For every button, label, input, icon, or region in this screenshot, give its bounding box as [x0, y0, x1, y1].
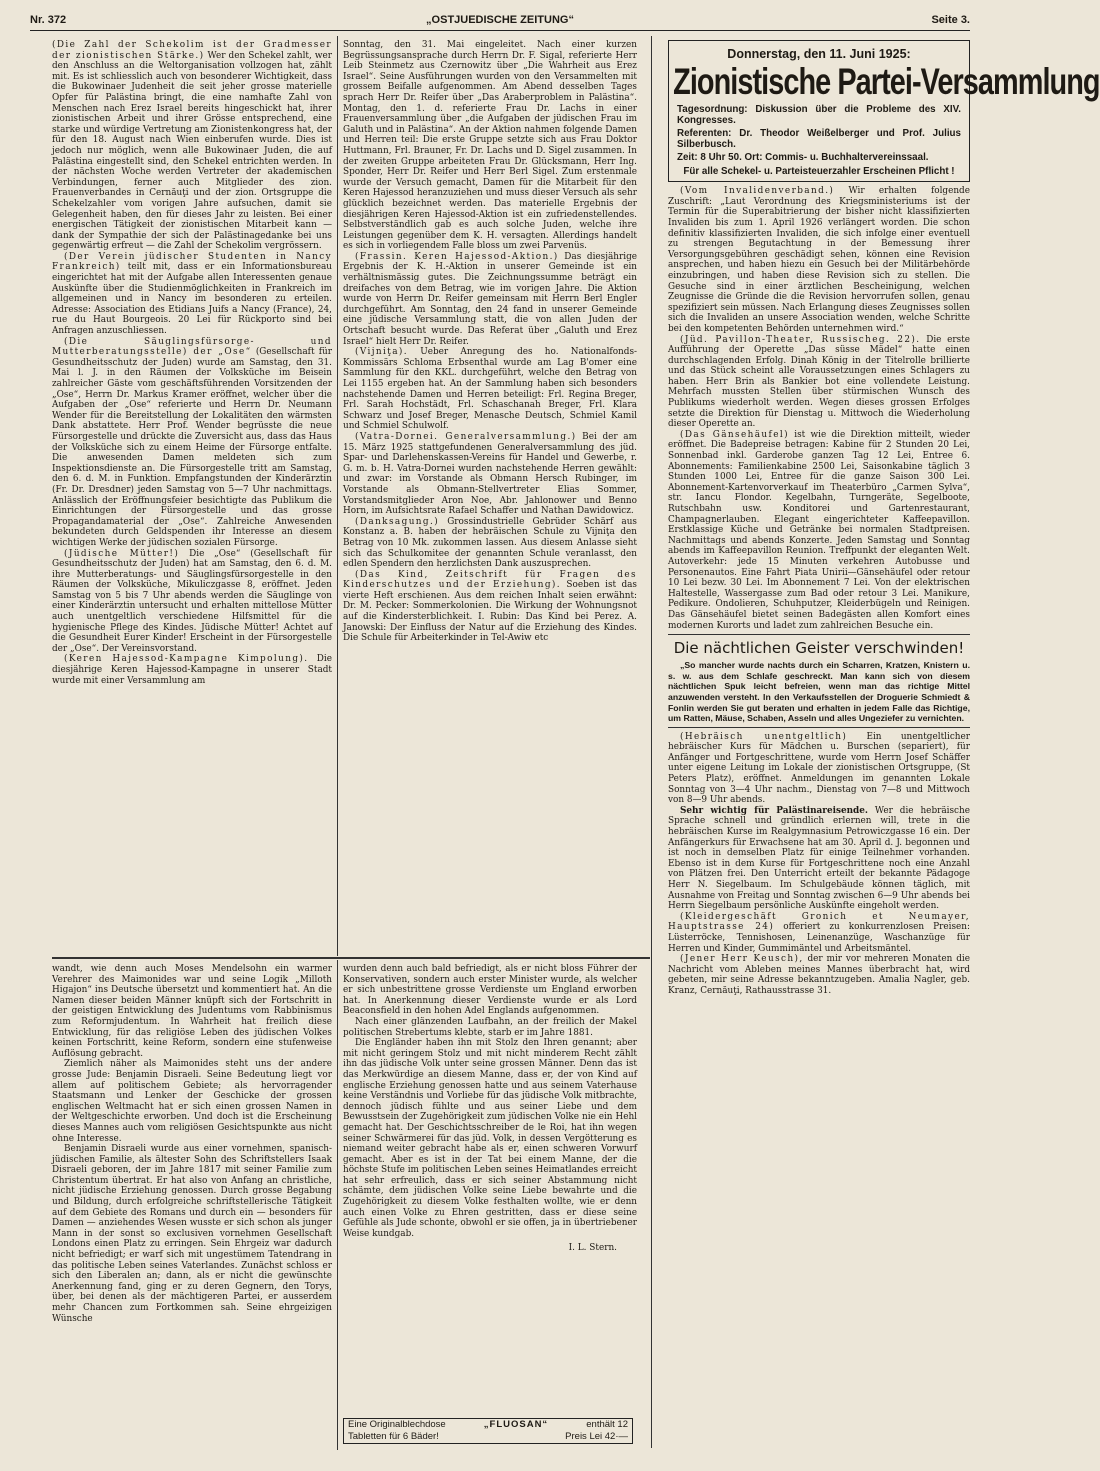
article-head: (Kleidergeschäft Gronich et Neumayer, Hauptstrasse 24)	[668, 911, 970, 933]
article-body: Ueber Anregung des ho. Nationalfonds-Kommissärs Schloma Erbsenthal wurde am Lag B'omer eine Sammlung für den KKL. durchgeführt, welche den Betrag von Lei 1155 ergeben hat. An der Sammlung haben sich besonders nachstehende Damen und Herren beteiligt: Frl. Regina Breger, Frl. Sarah Hochstädt, Frl. Schaschanah Breger, Frl. Klara Schwarz und Josef Breger, Menasche Deutsch, Schmiel Kamil und Schmiel Schulwolf.	[343, 347, 637, 432]
article-head: (Die Säuglingsfürsorge- und Mutterberatungsstelle) der „Ose“	[52, 336, 332, 358]
article-head: (Vatra-Dornei. Generalversammlung.)	[355, 431, 577, 442]
article-body: Wir erhalten folgende Zuschrift: „Laut Verordnung des Kriegsministeriums ist der Termin für die Superabitrierung der bisher nicht klassifizierten Invaliden bis zum 1. April 1926 verlängert worden. Die schon definitiv klassifizierten Invaliden, die sich infolge einer eventuell zu strengen Begutachtung in der Bemessung ihrer Versorgungsgebühren geschädigt sehen, können eine Revision ansprechen, und haben hiezu ein Gesuch bei der Militärbehörde einzubringen, und haben diese Revision sich zu stellen. Die Gesuche sind in einer ärztlichen Bescheinigung, welchen Zeugnisse die Gründe die die Revision hervorrufen sollen, genau spezifiziert sein müssen. Nach Erlangung dieses Zeugnisses sollen sich die Invaliden an unsere Association wenden, welche Schritte bei den kompetenten Behörden unternehmen wird.“	[668, 186, 970, 334]
feuilleton-paragraph: Die Engländer haben ihn mit Stolz den Ihren genannt; aber mit nicht geringem Stolz und mit nicht minderem Recht zählt ihn das jüdische Volk unter seine grossen Männer. Denn das ist das Merkwürdige an diesem Manne, dass er, der von Kind auf englische Erziehung genossen hatte und aus seinem Vaterhause keine Verständnis und Vorliebe für das jüdische Volk mitbrachte, dennoch jüdisch fühlte und aus seiner Liebe und dem Bewusstsein der Zugehörigkeit zum jüdischen Volke nie ein Hehl gemacht hat. Der Geschichtsschreiber de le Roi, hat ihn wegen seiner Schwärmerei für das jüd. Volk, in dessen Vergötterung es niemand weiter gebracht habe als er, einen schweren Vorwurf gemacht. Aber es ist in der Tat bei einem Manne, der die höchste Stufe im politischen Leben seines Heimatlandes erreicht hat sehr erfreulich, dass er sich seiner Abstammung nicht schämte, dem jüdischen Volke seine Liebe bewahrte und die Zugehörigkeit zu diesem Volke festhalten wollte, wie er denn auch einen Volke zu Ehren gestritten, dass er diese seine Gefühle als Jude schonte, obwohl er sie offen, ja in übertriebener Weise kundgab.	[343, 1038, 637, 1239]
article-gaensehaeufel	[668, 430, 970, 631]
article-body: Das diesjährige Ergebnis der K. H.-Aktion in unserer Gemeinde ist ein verhältnismässig gutes. Die Zeichnungssumme beträgt ein dreifaches von dem Betrag, wie im vorigen Jahre. Die Aktion wurde von Herrn Dr. Reifer gemeinsam mit Herrn Berl Engler durchgeführt. Am Sonntag, den 24 fand in unserer Gemeinde eine jüdische Versammlung statt, die von allen Juden der Ortschaft besucht wurde. Das Referat über „Galuth und Erez Israel“ hielt Herr Dr. Reifer.	[343, 251, 637, 347]
ad-title: Zionistische Partei-Versammlung	[673, 60, 1100, 102]
article-head: (Jener Herr Keusch),	[680, 954, 804, 965]
column-rule	[337, 960, 338, 1450]
ad-footer: Für alle Schekel- u. Parteisteuerzahler Erscheinen Pflicht !	[683, 165, 955, 177]
article-invalid-association	[668, 186, 970, 334]
article-palestine-travellers	[668, 806, 970, 912]
article-body: Ein unentgeltlicher hebräischer Kurs für Mädchen u. Burschen (separiert), für Anfänger und Fortgeschrittene, wurde vom Herrn Josef Schäffer unter eigene Leitung im Lokale der zionistischen Ortsgruppe, (St Peters Platz), eröffnet. Anmeldungen im genannten Lokale Sonntag von 3—4 Uhr nachm., Dienstag von 7—8 und Mittwoch von 8—9 Uhr abends.	[668, 731, 970, 806]
article-gronich-neumayer	[668, 912, 970, 954]
article-herr-keusch	[668, 954, 970, 996]
ad-date: Donnerstag, den 11. Juni 1925:	[727, 47, 911, 61]
article-head: (Hebräisch unentgeltlich)	[680, 731, 848, 742]
article-body: Die erste Aufführung der Operette „Das süsse Mädel“ hatte einen durchschlagenden Erfolg. Dinah König in der Titelrolle brillierte und das Stück scheint alle Voraussetzungen eines Schlagers zu haben. Herr Brin als Bankier bot eine vollendete Leistung. Mehrfach mussten Stellen über stürmischen Wunsch des Publikums wiederholt werden. Wegen dieses grossen Erfolges setzte die Direktion für Dienstag u. Mittwoch die Wiederholung dieser Operette an.	[668, 334, 970, 430]
article-head: (Danksagung.)	[355, 516, 440, 527]
article-jewish-mothers	[52, 549, 332, 655]
article-body: Soeben ist das vierte Heft erschienen. Aus dem reichen Inhalt seien erwähnt: Dr. M. Pecker: Sommerkolonien. Die Wirkung der Wohnungsnot auf die Kindersterblichkeit. I. Rubin: Das Kind bei Perez. A. Janowski: Der Einfluss der Natur auf die Erziehung des Kindes. Die Schule für Arbeiterkinder in Tel-Awiw etc	[343, 580, 637, 644]
article-danksagung	[343, 517, 637, 570]
article-head: (Das Kind, Zeitschrift für Fragen des Kinderschutzes und der Erziehung).	[343, 569, 637, 591]
feuilleton-paragraph: wurden denn auch bald befriedigt, als er nicht bloss Führer der Konservativen, sondern auch erster Minister wurde, als welcher er sich unbestrittene grosse Verdienste um England erworben hat. In Anerkennung dieser Verdienste wurde er als Lord Beaconsfield in den hohen Adel Englands aufgenommen.	[343, 964, 637, 1017]
issue-number: Nr. 372	[30, 14, 67, 26]
ghost-ad-body: „So mancher wurde nachts durch ein Scharren, Kratzen, Knistern u. s. w. aus dem Schlafe geschreckt. Man kann sich von diesem nächtlichen Spuk leicht befreien, wenn man das richtige Mittel anzuwenden versteht. In den Verkaufsstellen der Droguerie Schmiedt & Fonlin werden Sie gut beraten und erhalten in jedem Falle das Richtige, um Ratten, Mäuse, Schaben, Asseln und alles Ungeziefer zu vernichten.	[668, 660, 970, 724]
article-head: Sehr wichtig für Palästinareisende.	[680, 805, 868, 816]
article-head: (Das Gänsehäufel)	[680, 429, 789, 440]
article-keren-kimpolung	[52, 654, 332, 686]
page-number: Seite 3.	[931, 14, 970, 26]
article-body: ist wie die Direktion mitteilt, wieder eröffnet. Die Badepreise betragen: Kabine für 2 Stunden 20 Lei, Sonnenbad inkl. Garderobe ganzen Tag 12 Lei, Entree 6. Abonnements: Familienkabine 2500 Lei, Saisonkabine täglich 3 Stunden 1000 Lei, Entree für die ganze Saison 300 Lei. Abonnement-Kartenvorverkauf im Theaterbüro „Carmen Sylva“, str. Iancu Flondor. Kegelbahn, Turngeräte, Segelboote, Rutschbahn usw. Konditorei und Gartenrestaurant, Champagnerlauben. Elegant eingerichteter Kaffeepavillon. Erstklassige Küche und Getränke bei normalen Stadtpreisen. Nachmittags und abends Konzerte. Jeden Samstag und Sonntag abends im Kaffeepavillon Reunion. Treffpunkt der eleganten Welt. Autoverkehr: jede 15 Minuten verkehren Autobusse und Personenautos. Eine Fahrt Piata Unirii—Gänsehäufel oder retour 10 Lei bezw. 30 Lei. Im Abonnement 7 Lei. Von der elektrischen Haltestelle, Wassergasse zum Bad oder retour 3 Lei. Manikure, Pedikure. Ondolieren, Schuhputzer, Kleiderbügeln und Reinigen. Das Gänsehäufel bietet seinen Badegästen allen Komfort eines modernen Kurorts und ladet zum zahlreichen Besuche ein.	[668, 429, 970, 631]
party-meeting-ad	[668, 40, 1100, 182]
article-das-kind	[343, 570, 637, 644]
article-vijnita	[343, 347, 637, 432]
feuilleton-paragraph: Nach einer glänzenden Laufbahn, an der freilich der Makel politischen Strebertums klebte, starb er im Jahre 1881.	[343, 1016, 637, 1038]
article-head: (Jüd. Pavillon-Theater, Russischeg. 22).	[680, 334, 921, 345]
article-keren-continued: Sonntag, den 31. Mai eingeleitet. Nach einer kurzen Begrüssungsansprache durch Herrn Dr. F. Sigal, referierte Herr Leib Steinmetz aus Czernowitz über „Die Wahrheit aus Erez Israel“. Seine Ausführungen wurden von den Versammelten mit grossem Beifalle aufgenommen. Am Abend desselben Tages sprach Herr Dr. Reifer über „Das Araberproblem in Palästina“. Montag, den 1. d. referierte Frau Dr. Lachs in einer Frauenversammlung über „die Aufgaben der jüdischen Frau im Galuth und in Palästina“. An der Aktion nahmen folgende Damen und Herren teil: Die erste Gruppe setzte sich aus Frau Doktor Huttmann, Frl. Brauner, Fr. Dr. Lachs und D. Sigel zusammen. In der zweiten Gruppe arbeiteten Frau Dr. Glücksmann, Herr Ing. Sponder, Herr Dr. Reifer und Herr Berl Sigel. Zum erstenmale wurde der Versuch gemacht, Damen für die Mitarbeit für den Keren Hajessod heranzuziehen und muss dieser Versuch als sehr glücklich bezeichnet werden. Das materielle Ergebnis der diesjährigen Keren Hajessod-Aktion ist ein zufriedenstellendes. Selbstverständlich gab es auch solche Juden, welche ihre Leistungen gegenüber dem K. H. versagten. Allerdings handelt es sich in vorliegendem Falle bloss um zwei Parvenüs.	[343, 40, 637, 252]
article-head: (Jüdische Mütter!)	[64, 548, 180, 559]
article-body: offeriert zu konkurrenzlosen Preisen: Lüsterröcke, Tennishosen, Leinenanzüge, Waschanzüge für Herren und Kinder, Gummimäntel und Arbeitsmäntel.	[668, 922, 970, 954]
newspaper-title: „OSTJUEDISCHE ZEITUNG“	[426, 14, 574, 26]
article-pavillon-theater	[668, 335, 970, 430]
fluosan-line1-left: Eine Originalblechdose	[348, 1419, 446, 1430]
article-body: der mir vor mehreren Monaten die Nachricht vom Ableben meines Mannes überbracht hat, wird gebeten, mir seine Adresse bekanntzugeben. Amalia Nagler, geb. Kranz, Cernăuţi, Rathausstrasse 31.	[668, 954, 970, 996]
feuilleton-right	[343, 964, 637, 1414]
fluosan-line2-left: Tabletten für 6 Bäder!	[348, 1431, 439, 1442]
feuilleton-paragraph: Ziemlich näher als Maimonides steht uns der andere grosse Jude: Benjamin Disraeli. Seine Bedeutung liegt vor allem auf politischem Gebiete; als hervorragender Staatsmann und Lenker der Geschicke der grossen englischen Weltmacht hat er sich einen grossen Namen in der Weltgeschichte erworben. Und doch ist die Erscheinung dieses Mannes auch vom religiösen Gesichtspunkte aus nicht ohne Interesse.	[52, 1059, 332, 1144]
section-rule	[52, 957, 650, 959]
masthead	[30, 8, 970, 31]
article-body: Grossindustrielle Gebrüder Schärf aus Konstanz a. B. haben der hebräischen Schule zu Vijniţa den Betrag von 10 Mk. zukommen lassen. Aus diesem Anlasse sieht sich das Schulkomitee der genannten Schule veranlasst, den edlen Spendern den herzlichsten Dank auszusprechen.	[343, 516, 637, 570]
fluosan-line1-right: enthält 12	[586, 1419, 628, 1430]
ghost-ad-title: Die nächtlichen Geister verschwinden!	[673, 639, 965, 658]
article-body: Die diesjährige Keren Hajessod-Kampagne in unserer Stadt wurde mit einer Versammlung am	[52, 654, 332, 686]
article-shekel	[52, 40, 332, 252]
article-body: Bei der am 15. März 1925 stattgefundenen Generalversammlung des jüd. Spar- und Darlehenskassen-Vereins für Handel und Gewerbe, r. G. m. b. H. Vatra-Dornei wurden nachstehende Herren gewählt: und zwar: im Vorstande als Obmann Hersch Rubinger, im Vorstande als Obmann-Stellvertreter Elias Sommer, Vorstandsmitglieder Aron Noe, Abr. Jahlonower und Benno Horn, im Aufsichtsrate Rafael Schaffer und Nathan Dawidowicz.	[343, 431, 637, 517]
article-body: Wer den Schekel zahlt, wer den Anschluss an die Weltorganisation vollzogen hat, zählt mit. Es ist schliesslich auch von besonderer Wichtigkeit, dass die Bukowinaer Judenheit die seit jeher grosse materielle Opfer für Palästina bringt, die eine namhafte Zahl von Menschen nach Erez Israel bereits hingeschickt hat, ihrer zionistischen Arbeit und ihrer Grösse entsprechend, eine starke und würdige Vertretung am Zionistenkongress hat, der für den 18. August nach Wien einberufen wurde. Dies ist jedoch nur möglich, wenn alle Bukowinaer Juden, die auf Palästina eingestellt sind, den Schekel entrichten werden. In der nächsten Woche werden Vertreter der akademischen Verbindungen, ferner auch Mitglieder des zion. Frauenverbandes in Cernăuţi und der zion. Ortsgruppe die Schekelzahler vom vorigen Jahre aufsuchen, damit sie Gelegenheit haben, den für dieses Jahr zu leisten. Bei einer energischen Tätigkeit der zionistischen Mitarbeit kann — dank der Sympathie der sich der Palästinagedanke bei uns gegenwärtig erfreut — die Zahl der Schekolim vergrössern.	[52, 50, 332, 252]
feuilleton-paragraph: Benjamin Disraeli wurde aus einer vornehmen, spanisch-jüdischen Familie, als ältester Sohn des Schriftstellers Isaak Disraeli geboren, der im Jahre 1817 mit seiner Familie zum Christentum übertrat. Er hat also von Anfang an christliche, nicht jüdische Erziehung genossen. Durch grosse Begabung und Bildung, durch erfolgreiche schriftstellerische Tätigkeit auf dem Gebiete des Romans und durch ein — besonders für Damen — anziehendes Wesen wusste er sich schon als junger Mann in der sonst so exclusiven vornehmen Gesellschaft Londons einen Platz zu erringen. Sein Ehrgeiz war dadurch nicht befriedigt; er warf sich mit ungestümem Tatendrang in das politische Leben seines Vaterlandes. Zunächst schloss er sich den Liberalen an; dann, als er nicht die gewünschte Anerkennung fand, ging er zu deren Gegnern, den Torys, über, bei denen als der mächtigeren Partei, er ausserdem mehr Chancen zum Fortkommen sah. Seine ehrgeizigen Wünsche	[52, 1144, 332, 1324]
ad-time-place: Zeit: 8 Uhr 50. Ort: Commis- u. Buchhaltervereinssaal.	[677, 152, 929, 164]
ad-agenda: Tagesordnung: Diskussion über die Probleme des XIV. Kongresses.	[677, 103, 961, 126]
article-ose-opening	[52, 337, 332, 549]
feuilleton-left	[52, 964, 332, 1450]
article-head: (Die Zahl der Schekolim ist der Gradmesser der zionistischen Stärke.)	[52, 40, 332, 61]
article-head: (Keren Hajessod-Kampagne Kimpolung).	[64, 654, 309, 665]
article-head: (Vijniţa).	[355, 347, 409, 358]
separator	[668, 634, 970, 635]
fluosan-price: Preis Lei 42·—	[565, 1431, 628, 1442]
separator	[668, 727, 970, 728]
article-body: (Gesellschaft für Gesundheitsschutz der Juden) wurde am Samstag, den 31. Mai l. J. in den Räumen der Volksküche im Beisein zahlreicher Gäste vom geschäftsführenden Vorsitzenden der „Ose“, Herrn Dr. Markus Kramer eröffnet, welcher über die Aufgaben der „Ose“ referierte und Herrn Dr. Neumann Wender für die Bereitstellung der Lokalitäten den wärmsten Dank abstattete. Herr Prof. Wender begrüsste die neue Fürsorgestelle und drückte die Zuversicht aus, dass das Haus der Volksküche sich zu einem Heime der Fürsorge entfalte. Die anwesenden Damen meldeten sich zum Inspektionsdienste an. Die Fürsorgestelle tritt am Samstag, den 6. d. M. in Funktion. Empfangstunden der Kinderärztin (Fr. Dr. Dresdner) jeden Samstag von 5—7 Uhr nachmittags. Anlässlich der Eröffnungsfeier besichtigte das Publikum die Einrichtungen der Fürsorgestelle und das grosse Propagandamaterial der „Ose“. Zahlreiche Anwesenden bekundeten durch Geldspenden ihr Interesse an diesem wichtigen Werke der jüdischen sozialen Fürsorge.	[52, 347, 333, 548]
article-frassin	[343, 252, 637, 347]
column-rule	[651, 36, 652, 1448]
article-hebrew-free	[668, 732, 970, 806]
column-rule	[337, 36, 338, 956]
article-vatra-dornei	[343, 432, 637, 517]
ad-speakers: Referenten: Dr. Theodor Weißelberger und Prof. Julius Silberbusch.	[677, 128, 961, 151]
fluosan-ad	[343, 1418, 633, 1444]
article-body: Wer die hebräische Sprache schnell und gründlich erlernen will, trete in die hebräischen Kurse im Realgymnasium Petrowiczgasse 16 ein. Der Anfängerkurs für Erwachsene hat am 30. April d. J. begonnen und ist noch in demselben Platz für einige Teilnehmer vorhanden. Ebenso ist in dem Kurse für Fortgeschrittene noch eine Anzahl von Plätzen frei. Den Unterricht erteilt der bekannte Pädagoge Herr N. Siegelbaum. Im Schulgebäude können täglich, mit Ausnahme von Freitag und Sonntag zwischen 6—9 Uhr abends bei Herrn Siegelbaum persönliche Auskünfte eingeholt werden.	[668, 805, 970, 912]
article-body: Die „Ose“ (Gesellschaft für Gesundheitsschutz der Juden) hat am Samstag, den 6. d. M. ihre Mutterberatungs- und Säuglingsfürsorgestelle in den Räumen der Volksküche, Mikuliczgasse 8, eröffnet. Jeden Samstag von 5 bis 7 Uhr abends werden die Säuglinge von einer Kinderärztin untersucht und erhalten mittellose Mütter auch unentgeltlich verschiedene Hilfsmittel für die hygienische Pflege des Kindes. Jüdische Mütter! Achtet auf die Gesundheit Eurer Kinder! Erscheint in der Fürsorgestelle der „Ose“. Der Vereinsvorstand.	[52, 548, 333, 654]
article-students-nancy	[52, 252, 332, 337]
author-signature: I. L. Stern.	[568, 1243, 617, 1254]
article-head: (Der Verein jüdischer Studenten in Nancy Frankreich)	[52, 251, 332, 273]
article-head: (Vom Invalidenverband.)	[680, 186, 835, 197]
column-3	[668, 40, 1100, 1440]
article-head: (Frassin. Keren Hajessod-Aktion.)	[355, 251, 559, 262]
article-body: teilt mit, dass er ein Informationsbureau eingerichtet hat mit der Aufgabe allen Interessenten genaue Auskünfte über die Studienmöglichkeiten in Frankreich im allgemeinen und in Nancy im besonderen zu erteilen. Adresse: Association des Etidians Juifs a Nancy (France), 24, rue du Haut Bourgeois. 20 Lei für Rückporto sind bei Anfragen anzuschliessen.	[52, 262, 332, 337]
column-2	[343, 40, 637, 954]
fluosan-brand: „FLUOSAN“	[483, 1419, 549, 1430]
feuilleton-paragraph: wandt, wie denn auch Moses Mendelsohn ein warmer Verehrer des Maimonides war und seine Logik „Milloth Higajon“ ins Deutsche übersetzt und kommentiert hat. An die Namen dieser beiden Männer knüpft sich der Fortschritt in der geistigen Entwicklung des Judentums vom Rabbinismus zum Reformjudentum. In Wahrheit hat freilich diese Entwicklung, für das religiöse Leben des jüdischen Volkes keinen Fortschritt, keine Reform, sondern eine stufenweise Auflösung gebracht.	[52, 964, 332, 1059]
column-1	[52, 40, 332, 954]
